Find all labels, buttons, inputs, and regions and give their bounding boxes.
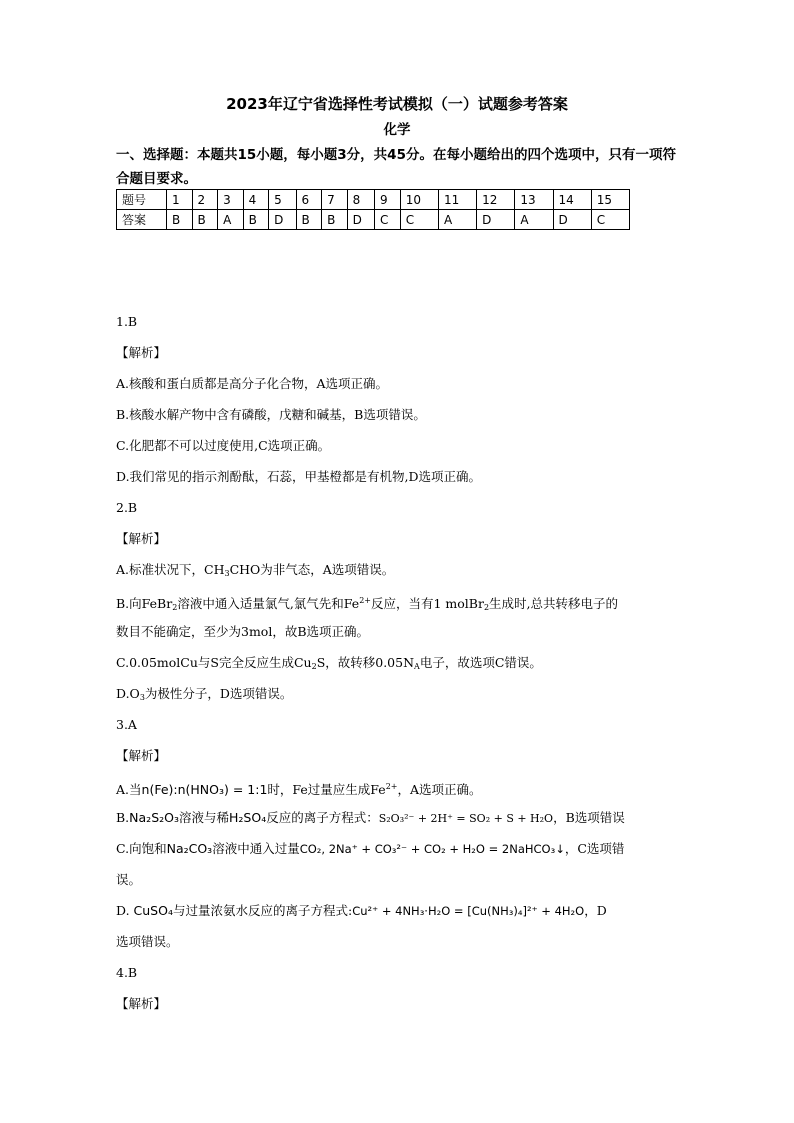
table-cell: A bbox=[218, 210, 244, 230]
table-cell: D bbox=[269, 210, 296, 230]
text-run: 反应的离子方程式： bbox=[266, 810, 379, 825]
text-run: 生成时,总共转移电子的 bbox=[489, 596, 619, 611]
subscript: A bbox=[414, 662, 420, 671]
text-run: C.向饱和 bbox=[116, 841, 167, 856]
table-cell: B bbox=[192, 210, 218, 230]
subject-label: 化学 bbox=[383, 122, 411, 138]
explanation-line bbox=[116, 775, 682, 806]
text-run: A.标准状况下，CH bbox=[116, 562, 225, 577]
answer-explanations bbox=[116, 310, 682, 1023]
table-cell: 5 bbox=[269, 190, 296, 210]
table-cell: A bbox=[438, 210, 476, 230]
row-label-number: 题号 bbox=[117, 190, 167, 210]
table-cell: C bbox=[400, 210, 438, 230]
ionic-equation: S₂O₃²⁻ + 2H⁺ = SO₂ + S + H₂O bbox=[378, 812, 554, 825]
table-cell: 13 bbox=[515, 190, 553, 210]
analysis-label: 【解析】 bbox=[116, 345, 167, 360]
text-run: CHO为非气态，A选项错误。 bbox=[229, 562, 395, 577]
text-run: ，A选项正确。 bbox=[397, 782, 482, 797]
explanation-line: 数目不能确定，至少为3mol，故B选项正确。 bbox=[116, 624, 370, 639]
explanation-line: A.核酸和蛋白质都是高分子化合物，A选项正确。 bbox=[116, 376, 389, 391]
text-run: 与过量浓氨水反应的离子方程式: bbox=[172, 903, 353, 918]
text-run: 溶液中通入过量 bbox=[212, 841, 300, 856]
explanation-line: 选项错误。 bbox=[116, 934, 179, 949]
analysis-label: 【解析】 bbox=[116, 531, 167, 546]
page-title: 2023年辽宁省选择性考试模拟（一）试题参考答案 bbox=[226, 95, 568, 113]
explanation-line: 误。 bbox=[116, 872, 142, 887]
text-run: 为极性分子，D选项错误。 bbox=[144, 686, 293, 701]
table-cell: D bbox=[347, 210, 374, 230]
text-run: S，故转移0.05N bbox=[316, 655, 415, 670]
explanation-line bbox=[116, 589, 682, 620]
table-cell: B bbox=[243, 210, 269, 230]
math-expression: Na₂CO₃ bbox=[166, 841, 213, 856]
math-expression: H₂SO₄ bbox=[229, 810, 267, 825]
explanation-line: B.核酸水解产物中含有磷酸，戊糖和碱基，B选项错误。 bbox=[116, 407, 426, 422]
table-cell: 12 bbox=[477, 190, 515, 210]
explanation-line bbox=[116, 651, 682, 682]
question-number: 4.B bbox=[116, 965, 138, 980]
explanation-line bbox=[116, 682, 682, 713]
text-run: ，D bbox=[584, 903, 607, 918]
question-number: 1.B bbox=[116, 314, 138, 329]
text-run: ，C选项错 bbox=[564, 841, 625, 856]
text-run: D. bbox=[116, 903, 134, 918]
analysis-label: 【解析】 bbox=[116, 996, 167, 1011]
math-expression: CuSO₄ bbox=[133, 903, 173, 918]
question-number: 2.B bbox=[116, 500, 138, 515]
table-cell: 14 bbox=[553, 190, 591, 210]
question-number-row bbox=[117, 190, 630, 210]
text-run: 溶液中通入适量氯气,氯气先和Fe bbox=[177, 596, 360, 611]
text-run: 电子，故选项C错误。 bbox=[419, 655, 542, 670]
section-heading: 一、选择题：本题共15小题，每小题3分，共45分。在每小题给出的四个选项中，只有一项符合题目要求。 bbox=[116, 147, 676, 187]
explanation-line: D.我们常见的指示剂酚酞，石蕊，甲基橙都是有机物,D选项正确。 bbox=[116, 469, 482, 484]
explanation-line bbox=[116, 806, 682, 837]
table-cell: C bbox=[374, 210, 400, 230]
table-cell: 11 bbox=[438, 190, 476, 210]
superscript: 2+ bbox=[385, 782, 398, 791]
subscript: 3 bbox=[139, 693, 145, 702]
table-cell: 1 bbox=[167, 190, 193, 210]
text-run: B.向FeBr bbox=[116, 596, 173, 611]
table-cell: 9 bbox=[374, 190, 400, 210]
subscript: 3 bbox=[224, 569, 230, 578]
text-run: ，B选项错误 bbox=[553, 810, 625, 825]
text-run: D.O bbox=[116, 686, 140, 701]
row-label-answer: 答案 bbox=[117, 210, 167, 230]
explanation-line bbox=[116, 899, 682, 930]
explanation-line bbox=[116, 837, 682, 868]
math-expression: Cu²⁺ + 4NH₃·H₂O = [Cu(NH₃)₄]²⁺ + 4H₂O bbox=[352, 904, 585, 918]
answer-table bbox=[116, 189, 630, 230]
text-run: 溶液与稀 bbox=[179, 810, 230, 825]
explanation-line: C.化肥都不可以过度使用,C选项正确。 bbox=[116, 438, 331, 453]
text-run: 时，Fe过量应生成Fe bbox=[267, 782, 386, 797]
text-run: C.0.05molCu与S完全反应生成Cu bbox=[116, 655, 312, 670]
table-cell: 6 bbox=[296, 190, 322, 210]
text-run: A.当 bbox=[116, 782, 142, 797]
table-cell: B bbox=[167, 210, 193, 230]
table-cell: 10 bbox=[400, 190, 438, 210]
subscript: 2 bbox=[483, 603, 490, 612]
table-cell: C bbox=[591, 210, 629, 230]
table-cell: D bbox=[477, 210, 515, 230]
math-expression: Na₂S₂O₃ bbox=[129, 810, 179, 825]
superscript: 2+ bbox=[359, 596, 371, 605]
answer-row bbox=[117, 210, 630, 230]
subscript: 2 bbox=[311, 662, 317, 671]
table-cell: 2 bbox=[192, 190, 218, 210]
math-expression: n(Fe):n(HNO₃) = 1:1 bbox=[141, 782, 268, 797]
question-number: 3.A bbox=[116, 717, 137, 732]
table-cell: 8 bbox=[347, 190, 374, 210]
subscript: 2 bbox=[172, 603, 178, 612]
analysis-label: 【解析】 bbox=[116, 748, 167, 763]
math-expression: CO₂, 2Na⁺ + CO₃²⁻ + CO₂ + H₂O = 2NaHCO₃↓ bbox=[299, 842, 565, 856]
text-run: B. bbox=[116, 810, 130, 825]
table-cell: A bbox=[515, 210, 553, 230]
table-cell: B bbox=[322, 210, 348, 230]
table-cell: 15 bbox=[591, 190, 629, 210]
text-run: 反应，当有1 molBr bbox=[370, 596, 484, 611]
table-cell: 3 bbox=[218, 190, 244, 210]
table-cell: 7 bbox=[322, 190, 348, 210]
table-cell: B bbox=[296, 210, 322, 230]
explanation-line bbox=[116, 558, 682, 589]
table-cell: D bbox=[553, 210, 591, 230]
table-cell: 4 bbox=[243, 190, 269, 210]
